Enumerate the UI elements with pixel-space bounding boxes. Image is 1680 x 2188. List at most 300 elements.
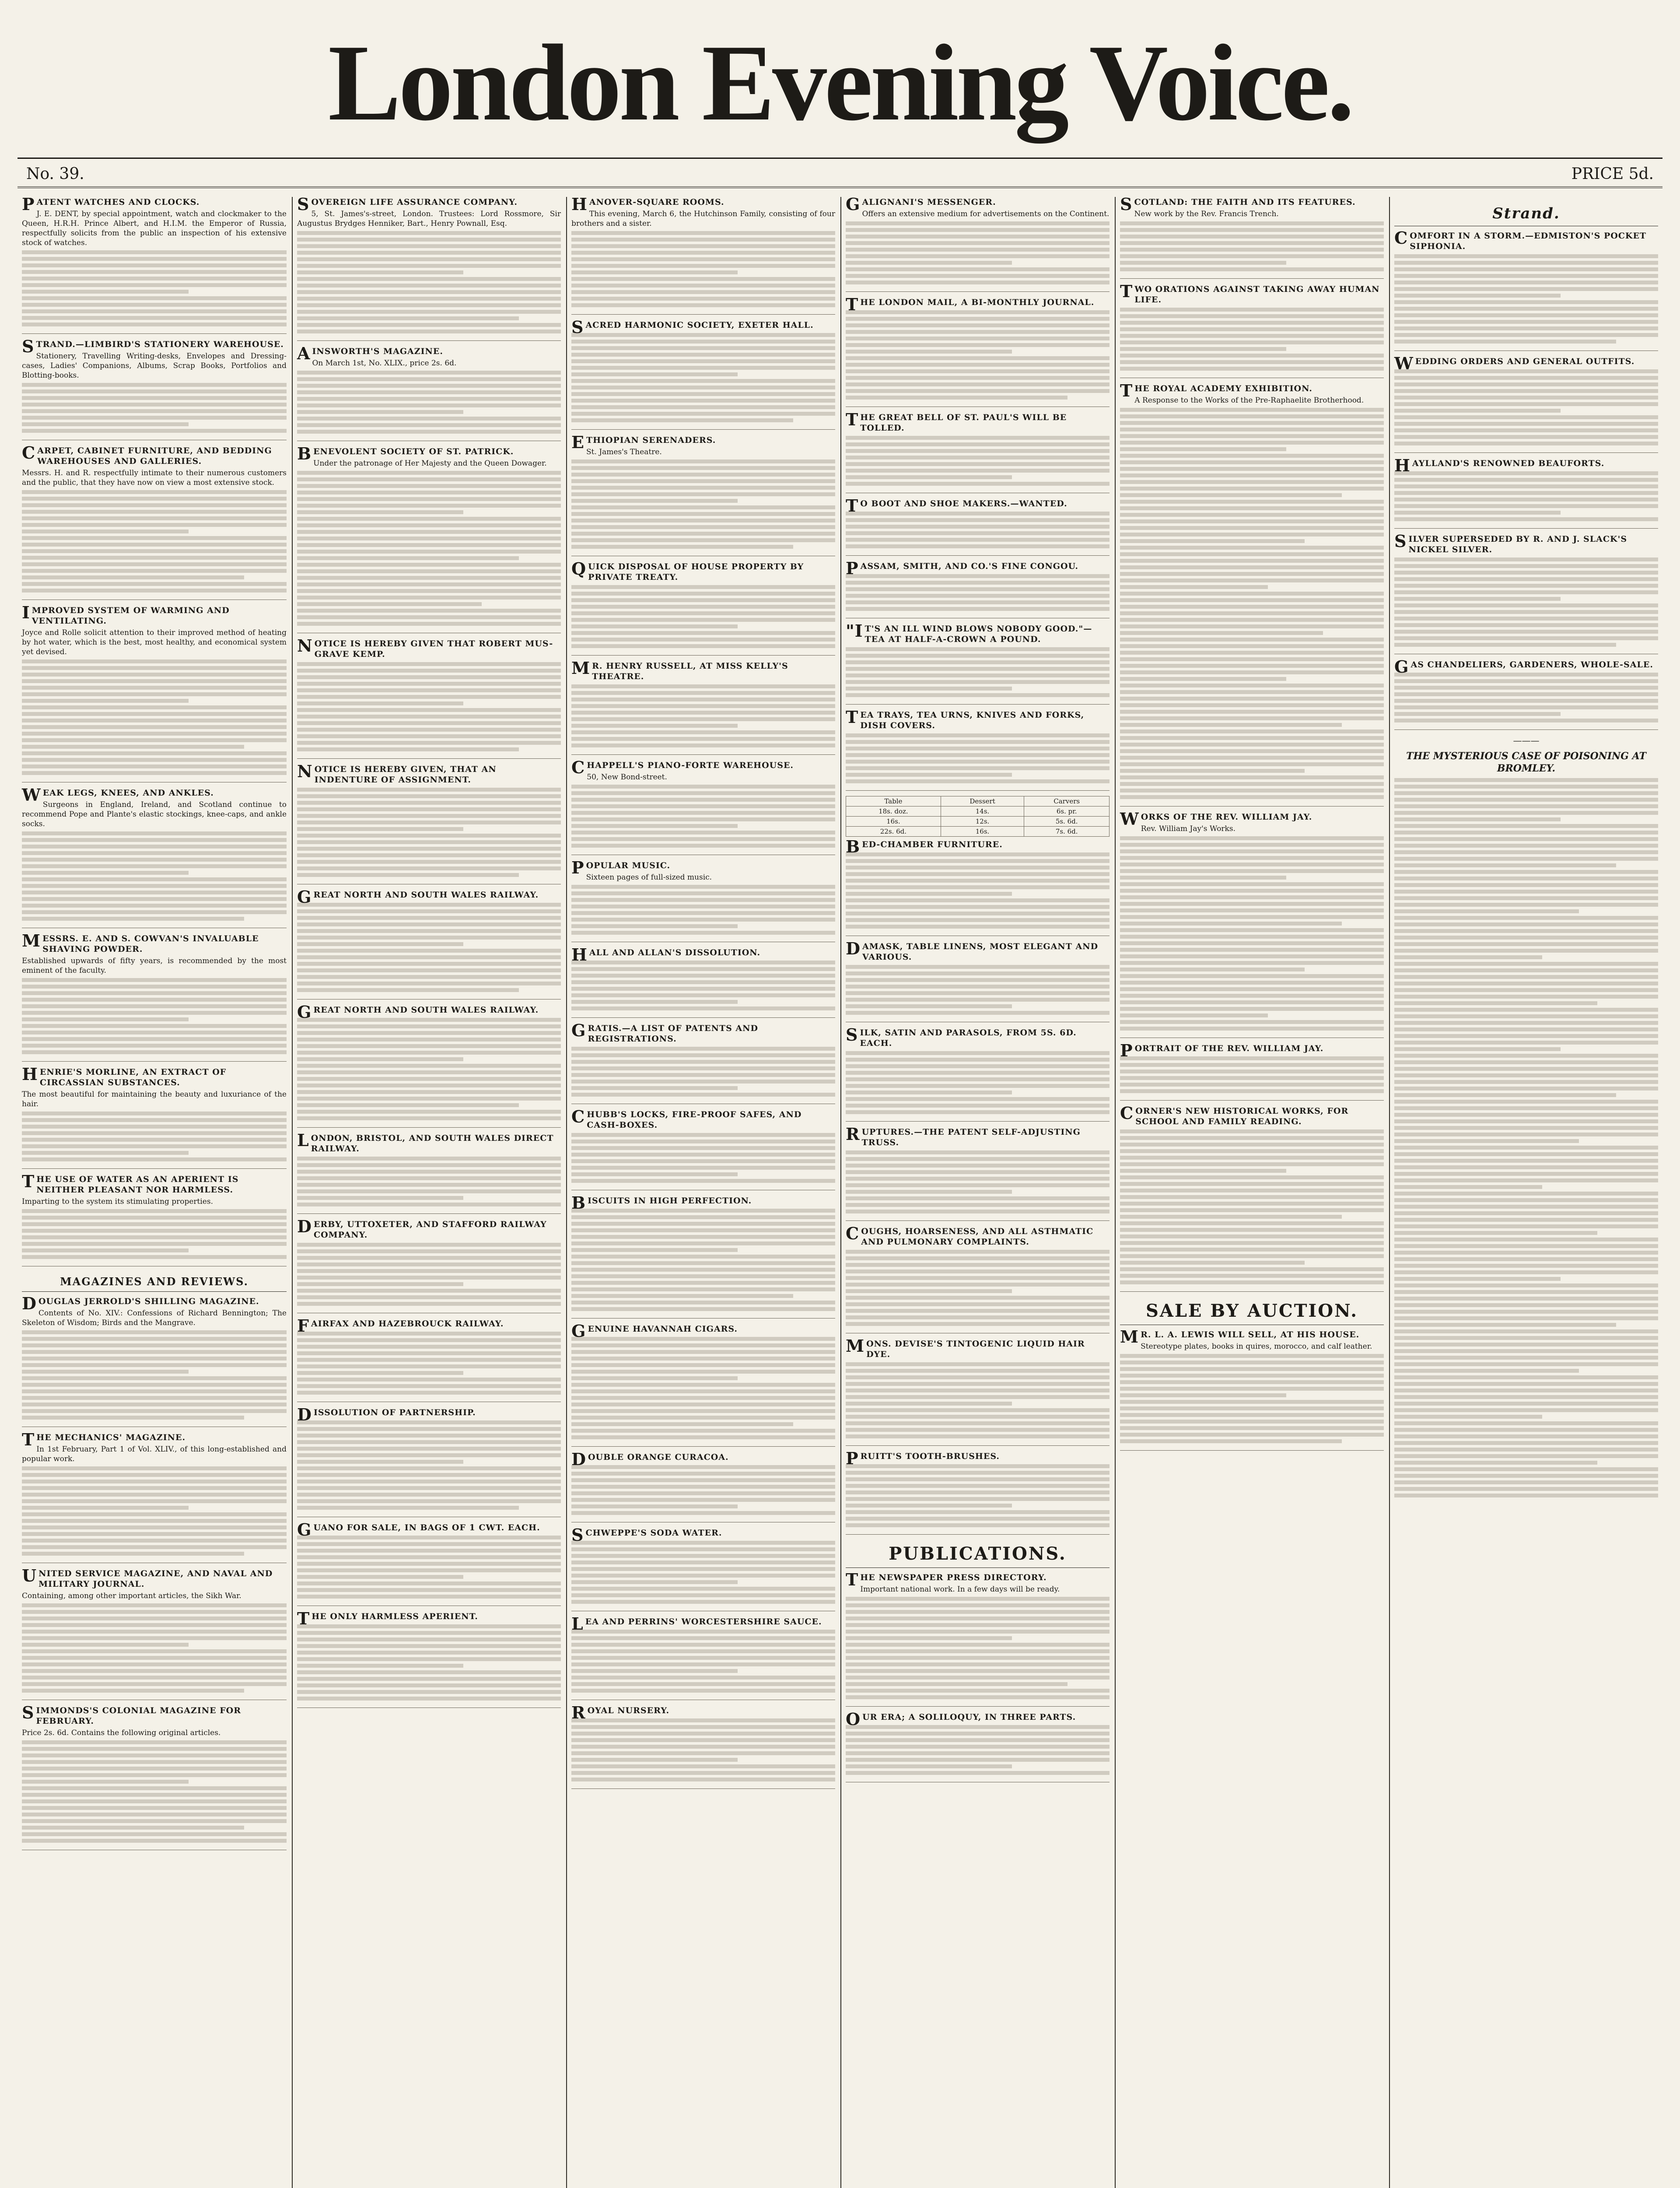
- text-line: [571, 1073, 835, 1077]
- text-line: [22, 283, 287, 287]
- text-line: [846, 396, 1068, 400]
- text-line: [297, 257, 561, 261]
- text-line: [1120, 585, 1268, 589]
- text-line: [846, 1623, 1110, 1627]
- text-line: [1394, 1329, 1658, 1333]
- text-line: [846, 462, 1110, 466]
- text-line: [846, 693, 1110, 697]
- advertisement: [571, 1020, 835, 1104]
- advertisement: [297, 1130, 561, 1214]
- text-line: [1120, 782, 1384, 786]
- text-line: [297, 504, 561, 508]
- advertisement-text-lines: [846, 1725, 1110, 1775]
- advertisement-text-lines: [22, 490, 287, 593]
- advertisement: [1120, 383, 1384, 806]
- text-line: [297, 1163, 561, 1167]
- text-line: [297, 1581, 561, 1585]
- advertisement-text-lines: [22, 1209, 287, 1259]
- text-line: [1120, 954, 1384, 958]
- text-line: [1120, 267, 1384, 271]
- text-line: [846, 1382, 1110, 1386]
- advertisement: [297, 1407, 561, 1517]
- text-line: [1394, 909, 1579, 913]
- text-line: [1120, 1354, 1384, 1358]
- text-line: [571, 1159, 835, 1163]
- text-line: [1120, 775, 1384, 779]
- text-line: [297, 807, 561, 811]
- table-header-cell: Table: [846, 796, 941, 806]
- text-line: [571, 1337, 835, 1341]
- text-line: [846, 518, 1110, 522]
- text-line: [1120, 334, 1384, 338]
- text-line: [571, 737, 835, 741]
- text-line: [846, 1616, 1110, 1620]
- advertisement: [571, 757, 835, 855]
- advertisement: [846, 839, 1110, 936]
- text-line: [1394, 1316, 1658, 1320]
- text-line: [297, 602, 482, 606]
- advertisement-heading: ETHIOPIAN SERENADERS.: [571, 432, 716, 452]
- text-line: [22, 1125, 287, 1129]
- text-line: [1120, 579, 1384, 582]
- advertisement: [846, 1336, 1110, 1446]
- text-line: [846, 1302, 1110, 1306]
- advertisement-heading: THE MECHANICS' MAGAZINE.: [22, 1430, 186, 1449]
- text-line: [22, 712, 287, 716]
- text-line: [297, 323, 561, 327]
- text-line: [1394, 883, 1658, 887]
- text-line: [571, 684, 835, 688]
- text-line: [846, 912, 1110, 915]
- text-line: [571, 1643, 835, 1647]
- text-line: [297, 968, 561, 972]
- text-line: [1394, 281, 1658, 284]
- text-line: [22, 1466, 287, 1470]
- text-line: [571, 1541, 835, 1545]
- text-line: [1394, 791, 1658, 795]
- text-line: [1120, 1162, 1384, 1166]
- advertisement-heading: LONDON, BRISTOL, AND SOUTH WALES DIRECT RAILWAY.: [297, 1130, 554, 1154]
- text-line: [846, 1090, 1012, 1094]
- text-line: [846, 1610, 1110, 1614]
- text-line: [846, 1597, 1110, 1601]
- advertisement-text-lines: [297, 1624, 561, 1701]
- text-line: [1394, 804, 1658, 808]
- text-line: [297, 556, 519, 560]
- text-line: [1394, 577, 1658, 581]
- text-line: [22, 589, 287, 593]
- text-line: [1394, 1080, 1658, 1084]
- advertisement-heading: SILVER SUPERSEDED BY R. AND J. SLACK'S NICKEL SILVER.: [1394, 531, 1628, 554]
- text-line: [1394, 267, 1658, 271]
- text-line: [571, 624, 738, 628]
- text-line: [297, 860, 561, 864]
- text-line: [22, 1037, 287, 1041]
- text-line: [297, 1332, 561, 1336]
- text-line: [22, 523, 287, 527]
- text-line: [1394, 320, 1658, 324]
- text-line: [846, 389, 1110, 393]
- text-line: [297, 1440, 561, 1444]
- text-line: [297, 1378, 561, 1382]
- advertisement-text: Offers an extensive medium for advertisements on the Continent.: [862, 210, 1110, 218]
- text-line: [1120, 261, 1286, 265]
- text-line: [571, 1593, 835, 1597]
- advertisement: [22, 785, 287, 928]
- text-line: [297, 1057, 463, 1061]
- text-line: [571, 1771, 835, 1775]
- text-line: [571, 1093, 835, 1097]
- text-line: [1394, 333, 1658, 337]
- text-line: [571, 1146, 835, 1150]
- text-line: [22, 758, 287, 762]
- text-line: [297, 284, 561, 288]
- text-line: [1120, 1267, 1384, 1271]
- text-line: [846, 525, 1110, 529]
- text-line: [22, 1682, 287, 1686]
- text-line: [297, 682, 561, 686]
- text-line: [571, 730, 835, 734]
- text-line: [297, 1562, 561, 1566]
- advertisement-heading: POPULAR MUSIC.: [571, 858, 671, 877]
- text-line: [297, 264, 561, 268]
- advertisement-heading: WORKS OF THE REV. WILLIAM JAY.: [1120, 809, 1312, 829]
- advertisement: [22, 1171, 287, 1266]
- text-line: [846, 1408, 1110, 1412]
- advertisement-text-lines: [1120, 1129, 1384, 1284]
- advertisement-heading: GENUINE HAVANNAH CIGARS.: [571, 1321, 738, 1341]
- advertisement: [297, 446, 561, 633]
- text-line: [1120, 664, 1384, 668]
- text-line: [1394, 396, 1658, 400]
- text-line: [846, 317, 1110, 321]
- advertisement-text: Containing, among other important articles, the Sikh War.: [22, 1592, 242, 1600]
- text-line: [571, 1133, 835, 1137]
- text-line: [571, 931, 835, 935]
- text-line: [846, 1276, 1110, 1280]
- text-line: [846, 667, 1110, 671]
- advertisement: [22, 933, 287, 1062]
- text-line: [571, 711, 835, 715]
- text-line: [1394, 435, 1658, 439]
- text-line: [1120, 1234, 1384, 1238]
- text-line: [297, 853, 561, 857]
- text-line: [571, 353, 835, 357]
- text-line: [297, 417, 561, 421]
- text-line: [1394, 1093, 1616, 1097]
- text-line: [1120, 736, 1384, 740]
- text-line: [1394, 1041, 1658, 1045]
- text-line: [1394, 1087, 1658, 1090]
- advertisement: [571, 1616, 835, 1700]
- text-line: [1394, 844, 1658, 848]
- text-line: [1394, 1113, 1658, 1117]
- advertisement-heading: DAMASK, TABLE LINENS, MOST ELEGANT AND VARIOUS.: [846, 939, 1099, 962]
- text-line: [1394, 1139, 1579, 1143]
- text-line: [846, 1656, 1110, 1660]
- text-line: [1394, 1467, 1658, 1471]
- text-line: [1394, 1421, 1658, 1425]
- text-line: [22, 877, 287, 881]
- text-line: [1394, 610, 1658, 614]
- text-line: [22, 582, 287, 586]
- text-line: [297, 1644, 561, 1648]
- text-line: [1120, 876, 1286, 880]
- text-line: [1394, 484, 1658, 488]
- text-line: [1394, 1224, 1658, 1228]
- advertisement-text-lines: [846, 1150, 1110, 1213]
- advertisement-text: On March 1st, No. XLIX., price 2s. 6d.: [312, 359, 457, 368]
- text-line: [22, 1806, 287, 1810]
- price-table: [846, 796, 1110, 837]
- text-line: [297, 734, 561, 738]
- text-line: [846, 779, 1110, 783]
- text-line: [22, 1603, 287, 1607]
- text-line: [571, 1662, 835, 1666]
- text-line: [297, 1295, 561, 1299]
- text-line: [297, 873, 519, 877]
- text-line: [1120, 1136, 1384, 1140]
- text-line: [846, 1164, 1110, 1168]
- text-line: [1394, 307, 1658, 311]
- text-line: [571, 372, 738, 376]
- text-line: [571, 1718, 835, 1722]
- text-line: [1394, 1106, 1658, 1110]
- advertisement-heading: COUGHS, HOARSENESS, AND ALL ASTHMATIC AND PULMONARY COMPLAINTS.: [846, 1224, 1094, 1247]
- text-line: [1394, 603, 1658, 607]
- text-line: [1394, 590, 1658, 594]
- advertisement: [22, 445, 287, 600]
- advertisement-text-lines: [297, 1018, 561, 1120]
- text-line: [1120, 1195, 1384, 1199]
- text-line: [297, 303, 561, 307]
- text-line: [22, 389, 287, 393]
- text-line: [846, 1269, 1110, 1273]
- text-line: [1394, 831, 1658, 835]
- text-line: [1120, 1420, 1384, 1424]
- text-line: [1120, 749, 1384, 753]
- text-line: [297, 1683, 561, 1687]
- table-cell: 5s. 6d.: [1024, 817, 1110, 827]
- text-line: [297, 949, 561, 953]
- text-line: [22, 1248, 189, 1252]
- text-line: [1120, 743, 1384, 747]
- table-header-cell: Carvers: [1024, 796, 1110, 806]
- text-line: [571, 1656, 835, 1660]
- advertisement: [1394, 458, 1658, 529]
- text-line: [1120, 1241, 1384, 1245]
- text-line: [571, 359, 835, 363]
- text-line: [22, 705, 287, 709]
- text-line: [571, 1498, 835, 1502]
- text-line: [846, 1084, 1110, 1088]
- text-line: [297, 290, 561, 294]
- text-line: [571, 418, 793, 422]
- text-line: [1120, 1367, 1384, 1371]
- text-line: [571, 244, 835, 248]
- advertisement-heading: THE GREAT BELL OF ST. PAUL'S WILL BE TOLLED.: [846, 410, 1067, 433]
- text-line: [571, 987, 835, 991]
- text-line: [571, 717, 835, 721]
- text-line: [1394, 313, 1658, 317]
- advertisement-text-lines: [846, 310, 1110, 400]
- advertisement: [846, 1124, 1110, 1221]
- text-line: [1120, 697, 1384, 701]
- text-line: [1120, 1228, 1384, 1232]
- advertisement-text-lines: [571, 585, 835, 648]
- advertisement-heading: THE LONDON MAIL, A BI-MONTHLY JOURNAL.: [846, 295, 1095, 314]
- text-line: [571, 817, 835, 821]
- text-line: [846, 1745, 1110, 1749]
- text-line: [1394, 1205, 1658, 1209]
- text-line: [297, 1588, 561, 1592]
- text-line: [1120, 994, 1384, 998]
- text-line: [22, 416, 287, 420]
- text-line: [846, 254, 1110, 258]
- text-line: [297, 847, 561, 851]
- text-line: [571, 1153, 835, 1157]
- advertisement: [297, 1522, 561, 1606]
- text-line: [22, 1552, 244, 1556]
- text-line: [1120, 354, 1384, 358]
- text-line: [297, 1338, 561, 1342]
- text-line: [22, 1519, 287, 1523]
- text-line: [297, 1243, 561, 1247]
- text-line: [846, 436, 1110, 440]
- text-line: [22, 1050, 287, 1054]
- text-line: [1394, 558, 1658, 561]
- text-line: [1394, 376, 1658, 380]
- text-line: [297, 609, 561, 613]
- text-line: [1120, 849, 1384, 853]
- text-line: [1120, 248, 1384, 252]
- text-line: [297, 244, 561, 248]
- text-line: [1120, 1406, 1384, 1410]
- text-line: [1394, 498, 1658, 501]
- text-line: [846, 1203, 1110, 1207]
- text-line: [22, 1235, 287, 1239]
- text-line: [22, 422, 189, 426]
- table-cell: 14s.: [941, 806, 1024, 817]
- text-line: [22, 316, 287, 320]
- advertisement: [1120, 809, 1384, 1038]
- text-line: [1394, 1297, 1658, 1301]
- text-line: [1394, 254, 1658, 258]
- text-line: [22, 1389, 287, 1393]
- text-line: [1120, 611, 1384, 615]
- text-line: [1394, 1290, 1658, 1294]
- text-line: [1394, 1211, 1658, 1215]
- text-line: [1120, 651, 1384, 655]
- text-line: [571, 1580, 738, 1584]
- section-heading: PUBLICATIONS.: [846, 1540, 1110, 1568]
- text-line: [1120, 1413, 1384, 1417]
- text-line: [571, 831, 835, 835]
- advertisement-heading: NOTICE IS HEREBY GIVEN, THAT AN INDENTURE OF ASSIGNMENT.: [297, 761, 497, 785]
- text-line: [22, 1383, 287, 1387]
- text-line: [571, 386, 835, 389]
- text-line: [1394, 1172, 1658, 1176]
- text-line: [22, 1525, 287, 1529]
- text-line: [1394, 1448, 1658, 1452]
- text-line: [1120, 1156, 1384, 1160]
- text-line: [1394, 1270, 1658, 1274]
- text-line: [571, 961, 835, 964]
- text-line: [846, 1471, 1110, 1475]
- text-line: [22, 831, 287, 835]
- text-line: [297, 936, 561, 940]
- text-line: [1120, 552, 1384, 556]
- text-line: [297, 384, 561, 388]
- text-line: [571, 1491, 835, 1495]
- text-line: [22, 1024, 287, 1028]
- text-line: [22, 1416, 244, 1420]
- text-line: [571, 1560, 835, 1564]
- text-line: [1120, 1000, 1384, 1004]
- text-line: [571, 1630, 835, 1634]
- text-line: [297, 1420, 561, 1424]
- text-line: [571, 618, 835, 622]
- text-line: [22, 1144, 287, 1148]
- text-line: [297, 1549, 561, 1553]
- advertisement-heading: THE NEWSPAPER PRESS DIRECTORY.: [846, 1570, 1047, 1589]
- advertisement-heading: MR. HENRY RUSSELL, AT MISS KELLY'S THEATRE.: [571, 658, 788, 681]
- text-line: [297, 1351, 561, 1355]
- text-line: [1120, 889, 1384, 893]
- text-line: [297, 582, 561, 586]
- text-line: [846, 898, 1110, 902]
- advertisement-text-lines: [846, 1597, 1110, 1699]
- text-line: [22, 296, 287, 300]
- advertisement-text-lines: [1394, 673, 1658, 722]
- advertisement-text-lines: [1120, 836, 1384, 1031]
- advertisement-heading: IMPROVED SYSTEM OF WARMING AND VENTILATING.: [22, 603, 230, 626]
- text-line: [1394, 1487, 1658, 1491]
- text-line: [1394, 1389, 1658, 1392]
- text-line: [571, 844, 835, 848]
- advertisement-heading: MR. L. A. LEWIS WILL SELL, AT HIS HOUSE.: [1120, 1327, 1360, 1346]
- column-3: [566, 197, 840, 2188]
- advertisement-heading: PATENT WATCHES AND CLOCKS.: [22, 197, 200, 214]
- text-line: [1394, 1349, 1658, 1353]
- text-line: [1394, 1454, 1658, 1458]
- text-line: [846, 1402, 1012, 1406]
- text-line: [1120, 1056, 1384, 1060]
- text-line: [846, 1434, 1110, 1438]
- advertisement-text: J. E. DENT, by special appointment, watch and clockmaker to the Queen, H.R.H. Prince Albert, and H.I.M. the Emperor of Russia, respectfully solicits from the public an inspection of his extensive stock of watches.: [22, 210, 287, 247]
- advertisement-text: In 1st February, Part 1 of Vol. XLIV., of this long-established and popular work.: [22, 1445, 287, 1463]
- text-line: [22, 699, 189, 703]
- column-5: [1115, 197, 1388, 2188]
- text-line: [297, 1506, 519, 1510]
- text-line: [297, 1631, 561, 1635]
- text-line: [571, 974, 835, 978]
- advertisement-text-lines: [1394, 369, 1658, 445]
- text-line: [571, 980, 835, 984]
- text-line: [846, 594, 1110, 598]
- text-line: [1394, 1375, 1658, 1379]
- text-line: [571, 1294, 793, 1298]
- text-line: [22, 1819, 287, 1823]
- text-line: [571, 333, 835, 337]
- text-line: [297, 1031, 561, 1035]
- text-line: [22, 1242, 287, 1246]
- text-line: [846, 337, 1110, 340]
- advertisement-text-lines: [22, 831, 287, 921]
- text-line: [1394, 623, 1658, 627]
- text-line: [1120, 1069, 1384, 1073]
- text-line: [297, 701, 463, 705]
